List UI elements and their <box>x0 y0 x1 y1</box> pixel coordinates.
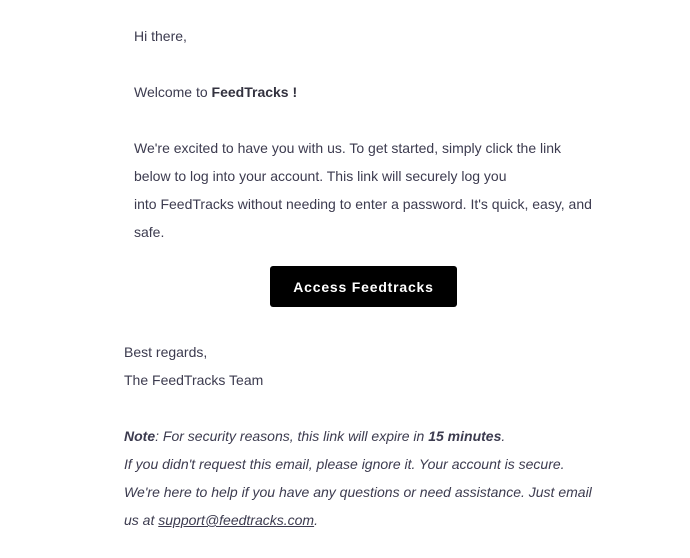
contact-line <box>124 511 318 529</box>
note-end: . <box>501 428 506 444</box>
expiry-duration: 15 minutes <box>428 428 502 444</box>
intro-line-3: into FeedTracks without needing to enter a password. It's quick, easy, and <box>134 196 592 212</box>
expiry-note <box>124 427 505 445</box>
help-line: We're here to help if you have any questions or need assistance. Just email <box>124 484 592 500</box>
greeting: Hi there, <box>134 28 187 44</box>
access-feedtracks-button[interactable]: Access Feedtracks <box>270 266 457 307</box>
support-email-link[interactable]: support@feedtracks.com <box>158 512 315 528</box>
note-text: : For security reasons, this link will expire in <box>155 428 429 444</box>
ignore-notice: If you didn't request this email, please ignore it. Your account is secure. <box>124 456 565 472</box>
welcome-prefix: Welcome to <box>134 84 212 100</box>
signature: The FeedTracks Team <box>124 372 264 388</box>
signoff: Best regards, <box>124 344 208 360</box>
contact-prefix: us at <box>124 512 159 528</box>
contact-suffix: . <box>314 512 318 528</box>
welcome-line <box>134 83 297 101</box>
intro-line-4: safe. <box>134 224 165 240</box>
intro-line-1: We're excited to have you with us. To get started, simply click the link <box>134 140 562 156</box>
note-label: Note <box>124 428 156 444</box>
brand-name: FeedTracks ! <box>211 84 298 100</box>
intro-line-2: below to log into your account. This link will securely log you <box>134 168 507 184</box>
